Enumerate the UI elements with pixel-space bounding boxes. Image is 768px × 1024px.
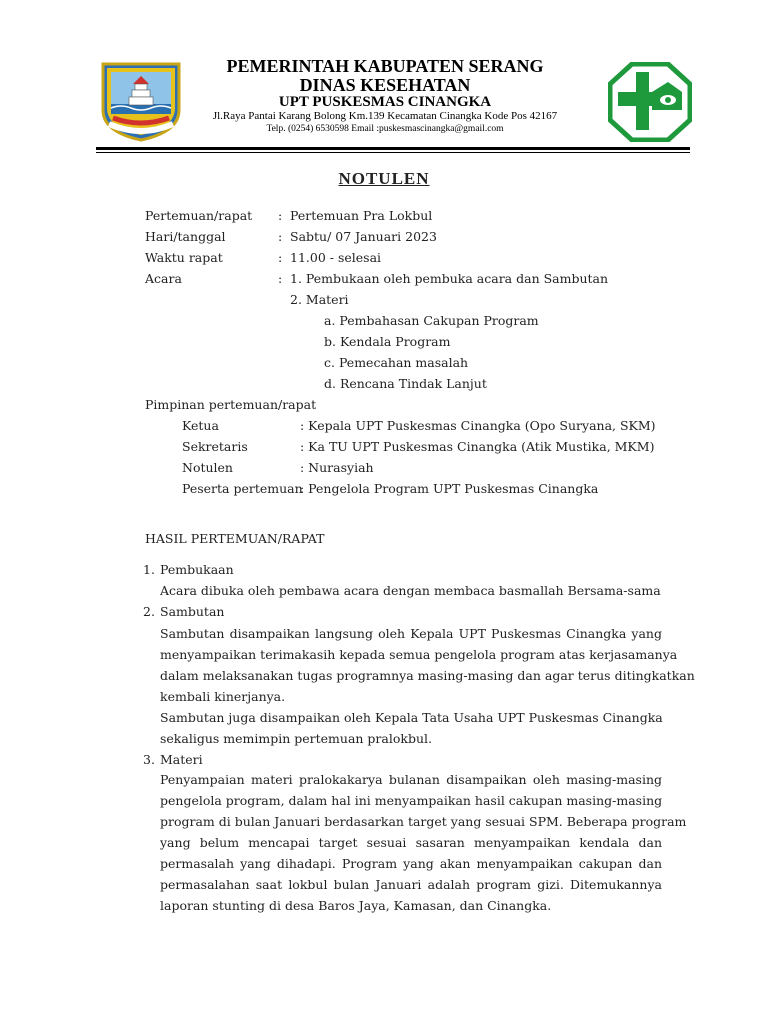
result-paragraph-line: Penyampaian materi pralokakarya bulanan disampaikan oleh masing-masing [160,772,662,787]
result-paragraph-line: sekaligus memimpin pertemuan pralokbul. [160,731,432,746]
result-title-material: Materi [160,752,203,767]
document-title: NOTULEN [338,169,430,188]
result-title-opening: Pembukaan [160,562,234,577]
meta-colon: : [278,250,283,265]
leader-label-notetaker: Notulen [182,460,233,475]
leader-value-participants: : Pengelola Program UPT Puskesmas Cinangka [300,481,599,496]
leader-value-chair: : Kepala UPT Puskesmas Cinangka (Opo Suryana, SKM) [300,418,656,433]
leader-label-chair: Ketua [182,418,219,433]
header-contact: Telp. (0254) 6530598 Email :puskesmascinangka@gmail.com [266,124,504,134]
leader-label-participants: Peserta pertemuan [182,481,303,496]
puskesmas-logo [608,62,692,142]
header-department: DINAS KESEHATAN [299,75,471,95]
agenda-subitem: b. Kendala Program [324,334,451,349]
agenda-subitem: d. Rencana Tindak Lanjut [324,376,487,391]
leader-value-notetaker: : Nurasyiah [300,460,374,475]
header-rule-thick [96,147,690,150]
meta-value-time: 11.00 - selesai [290,250,382,265]
result-title-speech: Sambutan [160,604,225,619]
agenda-item-1: 1. Pembukaan oleh pembuka acara dan Sambutan [290,271,609,286]
result-number: 1. [143,562,155,577]
result-paragraph-line: permasalah yang dihadapi. Program yang akan menyampaikan cakupan dan [160,856,662,871]
agenda-subitem: c. Pemecahan masalah [324,355,469,370]
result-paragraph-line: Sambutan disampaikan langsung oleh Kepala UPT Puskesmas Cinangka yang [160,626,662,641]
leader-label-secretary: Sekretaris [182,439,248,454]
agenda-subitem: a. Pembahasan Cakupan Program [324,313,539,328]
result-paragraph-line: kembali kinerjanya. [160,689,286,704]
meta-value-meeting: Pertemuan Pra Lokbul [290,208,433,223]
meta-value-date: Sabtu/ 07 Januari 2023 [290,229,437,244]
leadership-heading: Pimpinan pertemuan/rapat [145,397,317,412]
result-paragraph-line: pengelola program, dalam hal ini menyampaikan hasil cakupan masing-masing [160,793,663,808]
result-paragraph-line: Sambutan juga disampaikan oleh Kepala Tata Usaha UPT Puskesmas Cinangka [160,710,663,725]
leader-value-secretary: : Ka TU UPT Puskesmas Cinangka (Atik Mustika, MKM) [300,439,655,454]
result-paragraph-line: yang belum mencapai target sesuai sasaran menyampaikan kendala dan [160,835,662,850]
header-government: PEMERINTAH KABUPATEN SERANG [226,56,544,76]
result-paragraph-line: Acara dibuka oleh pembawa acara dengan membaca basmallah Bersama-sama [160,583,661,598]
result-number: 2. [143,604,155,619]
header-rule-thin [96,152,690,153]
results-heading: HASIL PERTEMUAN/RAPAT [145,531,325,546]
header-address: Jl.Raya Pantai Karang Bolong Km.139 Kecamatan Cinangka Kode Pos 42167 [212,110,558,122]
meta-label-agenda: Acara [145,271,182,286]
meta-label-date: Hari/tanggal [145,229,226,244]
result-paragraph-line: permasalahan saat lokbul bulan Januari adalah program gizi. Ditemukannya [160,877,662,892]
meta-colon: : [278,271,283,286]
result-paragraph-line: dalam melaksanakan tugas programnya masing-masing dan agar terus ditingkatkan [160,668,695,683]
result-paragraph-line: laporan stunting di desa Baros Jaya, Kamasan, dan Cinangka. [160,898,552,913]
meta-label-time: Waktu rapat [145,250,223,265]
agenda-item-2: 2. Materi [290,292,349,307]
result-number: 3. [143,752,155,767]
header-puskesmas: UPT PUSKESMAS CINANGKA [278,94,492,110]
meta-colon: : [278,229,283,244]
result-paragraph-line: menyampaikan terimakasih kepada semua pengelola program atas kerjasamanya [160,647,678,662]
result-paragraph-line: program di bulan Januari berdasarkan target yang sesuai SPM. Beberapa program [160,814,687,829]
meta-colon: : [278,208,283,223]
meta-label-meeting: Pertemuan/rapat [145,208,253,223]
